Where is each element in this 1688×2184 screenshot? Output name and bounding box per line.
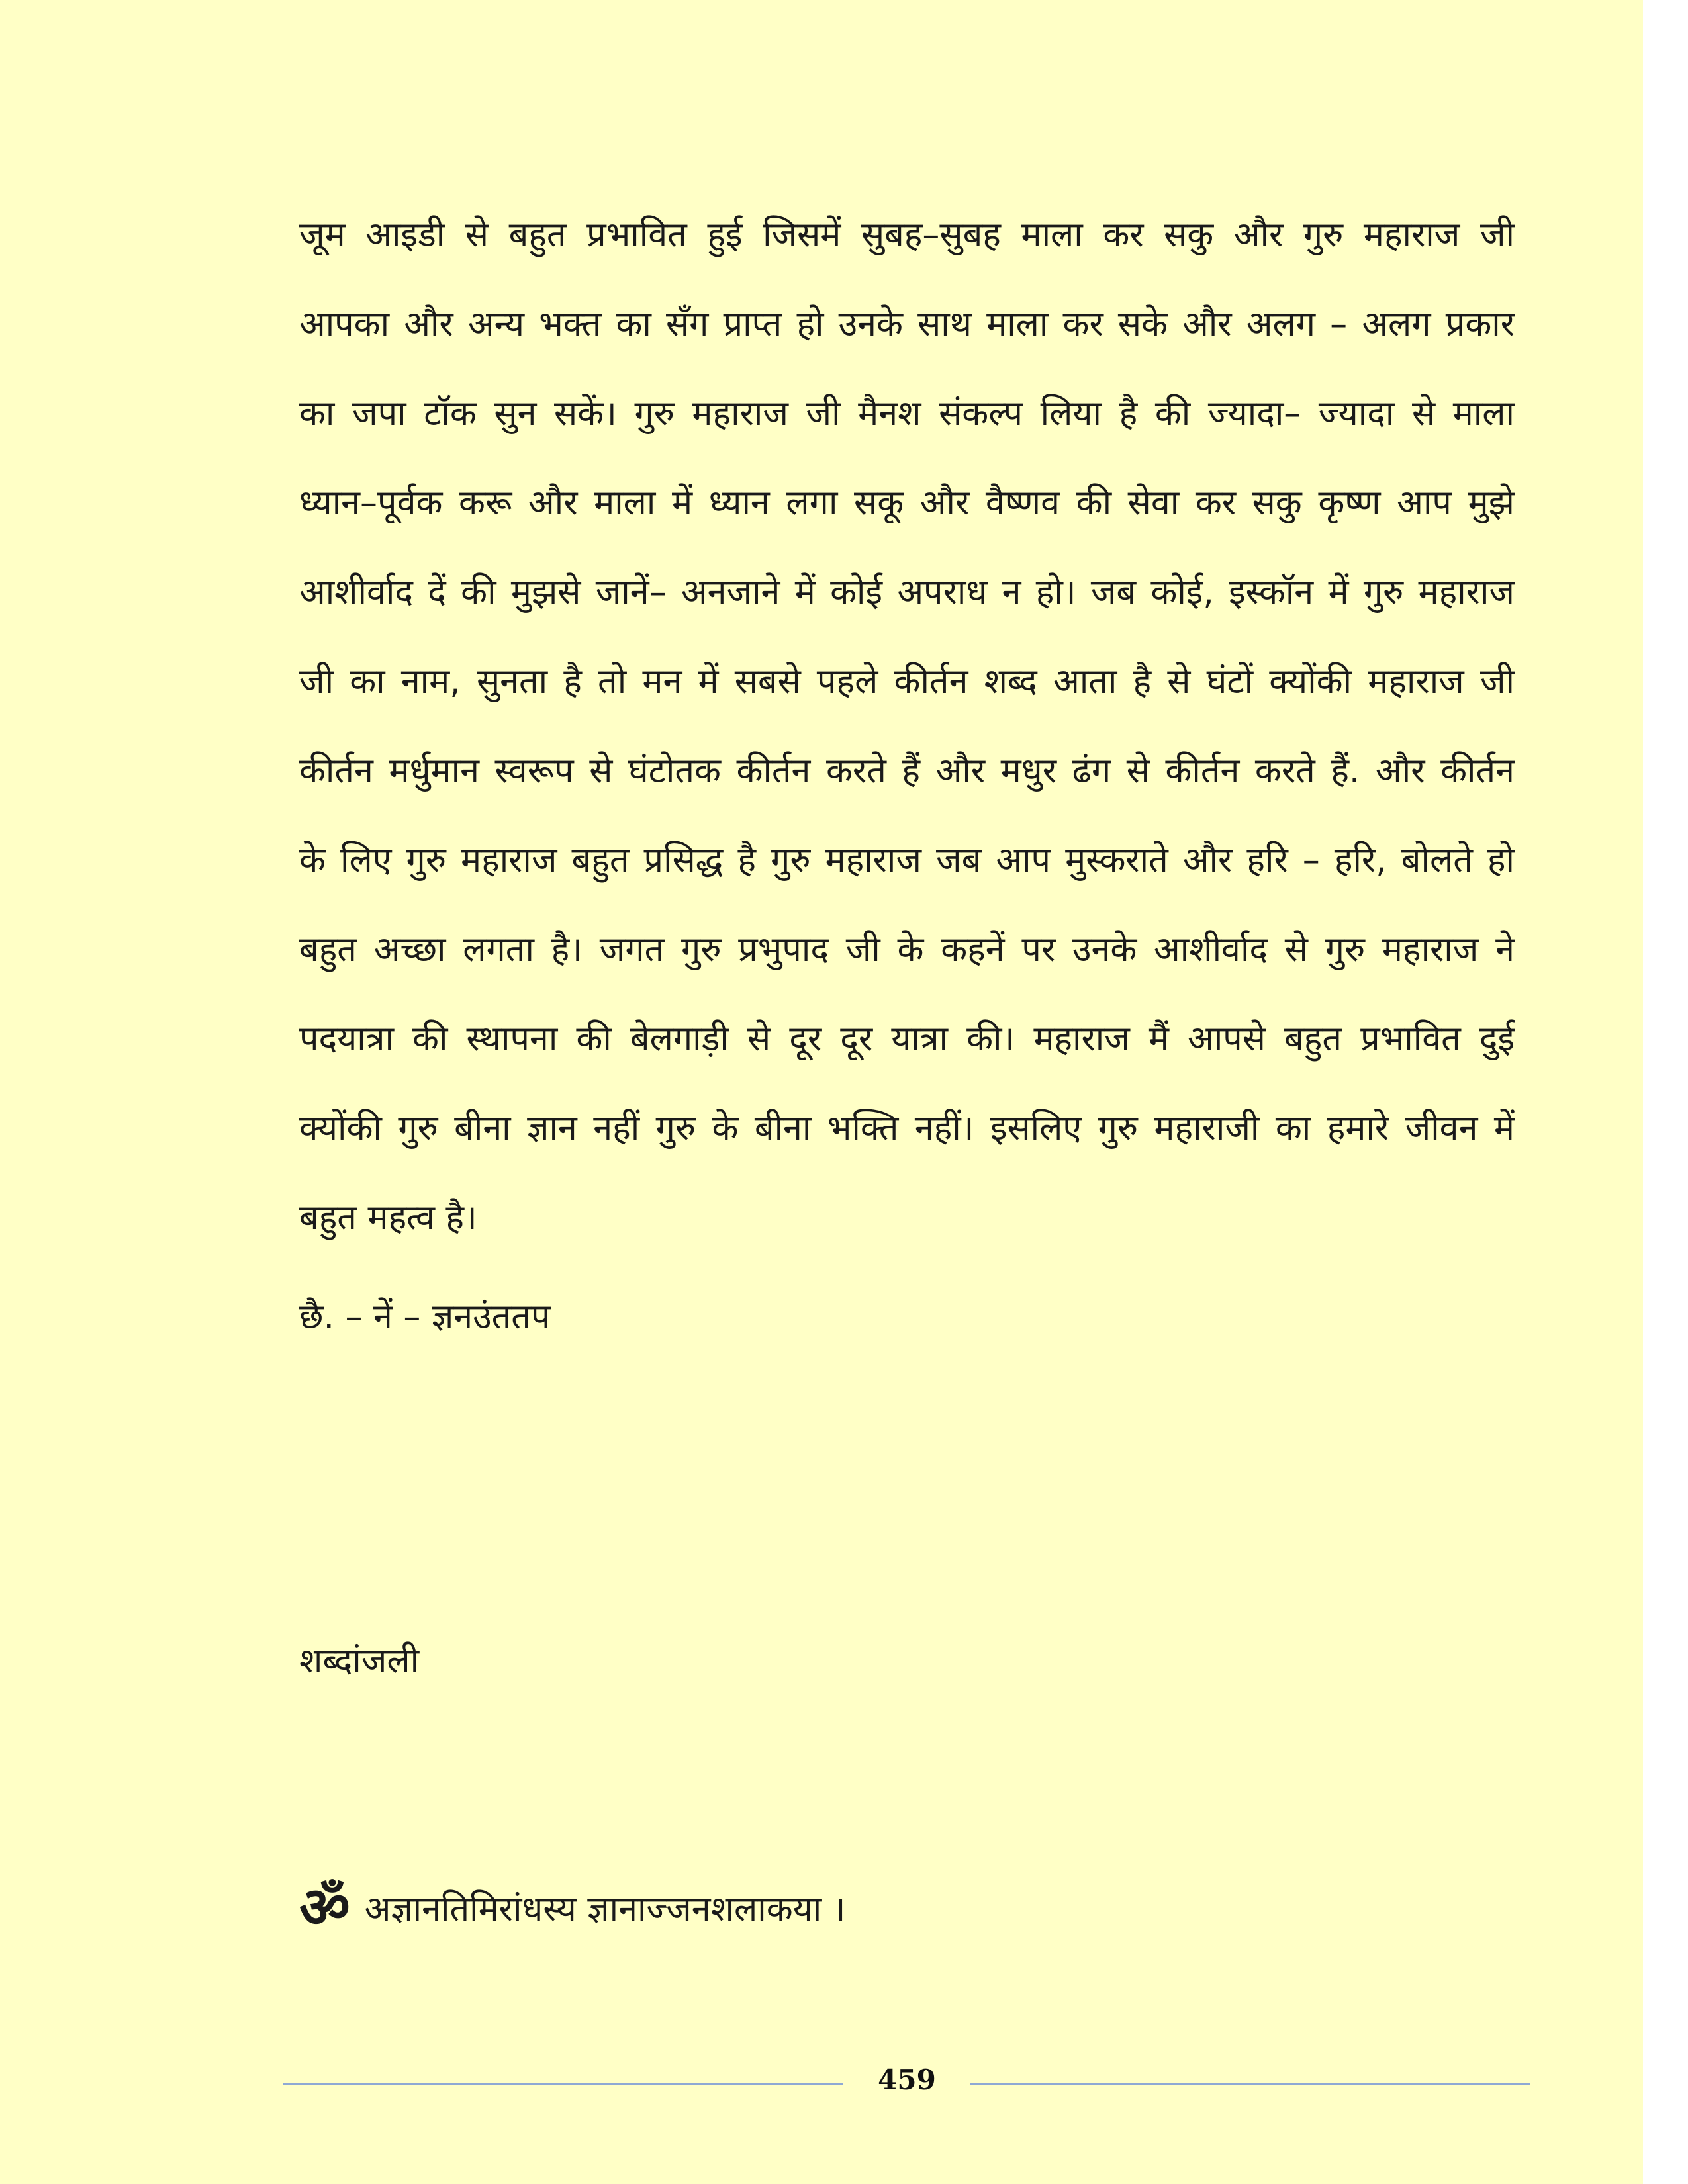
om-symbol-icon: ॐ [299, 1875, 350, 1940]
body-line: जी का नाम, सुनता है तो मन में सबसे पहले कीर्तन शब्द आता है से घंटों क्योंकी महाराज जी [299, 662, 1515, 702]
section-heading: शब्दांजली [299, 1641, 420, 1681]
body-line: आशीर्वाद दें की मुझसे जानें– अनजाने में कोई अपराध न हो। जब कोई, इस्कॉन में गुरु महाराज [299, 572, 1515, 612]
page-number: 459 [878, 2064, 936, 2096]
mantra-text: अज्ञानतिमिरांधस्य ज्ञानाज्जनशलाकया । [364, 1889, 846, 1929]
body-paragraph [299, 199, 1515, 1271]
body-line: जूम आइडी से बहुत प्रभावित हुई जिसमें सुबह–सुबह माला कर सकु और गुरु महाराज जी [299, 215, 1515, 255]
body-line: क्योंकी गुरु बीना ज्ञान नहीं गुरु के बीना भक्ति नहीं। इसलिए गुरु महाराजी का हमारे जीवन में [299, 1109, 1515, 1148]
body-line: बहुत अच्छा लगता है। जगत गुरु प्रभुपाद जी के कहनें पर उनके आशीर्वाद से गुरु महाराज ने [299, 930, 1515, 970]
body-line: कीर्तन मर्धुमान स्वरूप से घंटोतक कीर्तन करते हैं और मधुर ढंग से कीर्तन करते हैं. और कीर्तन [299, 751, 1515, 791]
mantra-line [299, 1875, 846, 1940]
body-line: पदयात्रा की स्थापना की बेलगाड़ी से दूर दूर यात्रा की। महाराज मैं आपसे बहुत प्रभावित दुई [299, 1019, 1515, 1059]
body-line: के लिए गुरु महाराज बहुत प्रसिद्ध है गुरु महाराज जब आप मुस्कराते और हरि – हरि, बोलते हो [299, 841, 1515, 880]
footer-rule-right [970, 2083, 1530, 2085]
body-line: बहुत महत्व है। [299, 1198, 477, 1238]
body-line: ध्यान–पूर्वक करू और माला में ध्यान लगा सकू और वैष्णव की सेवा कर सकु कृष्ण आप मुझे [299, 483, 1515, 523]
body-line: आपका और अन्य भक्त का सँग प्राप्त हो उनके साथ माला कर सके और अलग – अलग प्रकार [299, 304, 1515, 344]
author-signoff: छै. – नें – ज्ञनउंततप [299, 1297, 551, 1337]
footer-rule-left [283, 2083, 843, 2085]
body-line: का जपा टॉक सुन सकें। गुरु महाराज जी मैनश संकल्प लिया है की ज्यादा– ज्यादा से माला [299, 394, 1515, 433]
